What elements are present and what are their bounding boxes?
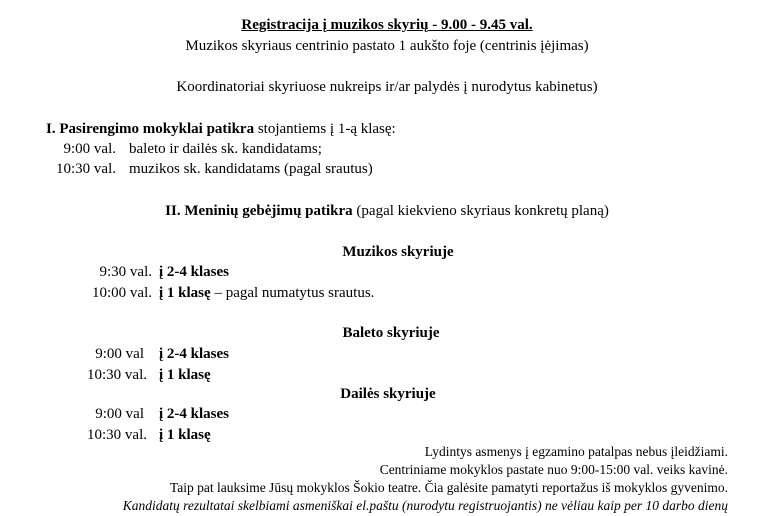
- coordinators-note: Koordinatoriai skyriuose nukreips ir/ar palydės į nurodytus kabinetus): [176, 79, 598, 95]
- music-row-2: [159, 284, 374, 302]
- music-row-1: [159, 263, 229, 281]
- section1-heading: [46, 120, 396, 138]
- section1-time-1: 9:00 val.: [63, 141, 116, 157]
- art-time-1: 9:00 val: [95, 406, 144, 422]
- section2-heading: [0, 202, 774, 220]
- section1-time-2: 10:30 val.: [56, 161, 116, 177]
- music-time-2: 10:00 val.: [92, 285, 152, 301]
- section2-subtitle: (pagal kiekvieno skyriaus konkretų planą): [352, 203, 609, 219]
- section1-title: I. Pasirengimo mokyklai patikra: [46, 121, 255, 137]
- art-heading: Dailės skyriuje: [340, 386, 436, 402]
- section1-text-2: muzikos sk. kandidatams (pagal srautus): [129, 161, 373, 177]
- art-class-1: į 2-4 klases: [159, 406, 230, 422]
- music-heading: Muzikos skyriuje: [342, 244, 454, 260]
- music-time-1: 9:30 val.: [99, 264, 152, 280]
- ballet-class-1: į 2-4 klases: [159, 346, 230, 362]
- music-class-2: į 1 klasę: [159, 285, 211, 301]
- footer-note-theatre: Taip pat lauksime Jūsų mokyklos Šokio teatre. Čia galėsite pamatyti reportažus iš mokyklos gyvenimo.: [169, 480, 728, 495]
- footer-note-cafe: Centriniame mokyklos pastate nuo 9:00-15:00 val. veiks kavinė.: [379, 462, 728, 477]
- section2-title: II. Meninių gebėjimų patikra: [165, 203, 353, 219]
- music-class-1: į 2-4 klases: [159, 264, 230, 280]
- music-extra-2: – pagal numatytus srautus.: [210, 285, 375, 301]
- footer-note-escorts: Lydintys asmenys į egzamino patalpas nebus įleidžiami.: [424, 444, 728, 459]
- ballet-heading: Baleto skyriuje: [342, 325, 440, 341]
- ballet-time-2: 10:30 val.: [87, 367, 147, 383]
- ballet-class-2: į 1 klasę: [159, 367, 211, 383]
- page-title: Registracija į muzikos skyrių - 9.00 - 9.45 val.: [241, 17, 533, 33]
- art-class-2: į 1 klasę: [159, 427, 211, 443]
- footer-note-results: Kandidatų rezultatai skelbiami asmeniškai el.paštu (nurodytu registruojantis) ne vėliau kaip per 10 darbo dienų: [122, 498, 728, 513]
- registration-location: Muzikos skyriaus centrinio pastato 1 aukšto foje (centrinis įėjimas): [185, 38, 589, 54]
- section1-subtitle: stojantiems į 1-ą klasę:: [254, 121, 396, 137]
- ballet-time-1: 9:00 val: [95, 346, 144, 362]
- section1-text-1: baleto ir dailės sk. kandidatams;: [129, 141, 322, 157]
- art-time-2: 10:30 val.: [87, 427, 147, 443]
